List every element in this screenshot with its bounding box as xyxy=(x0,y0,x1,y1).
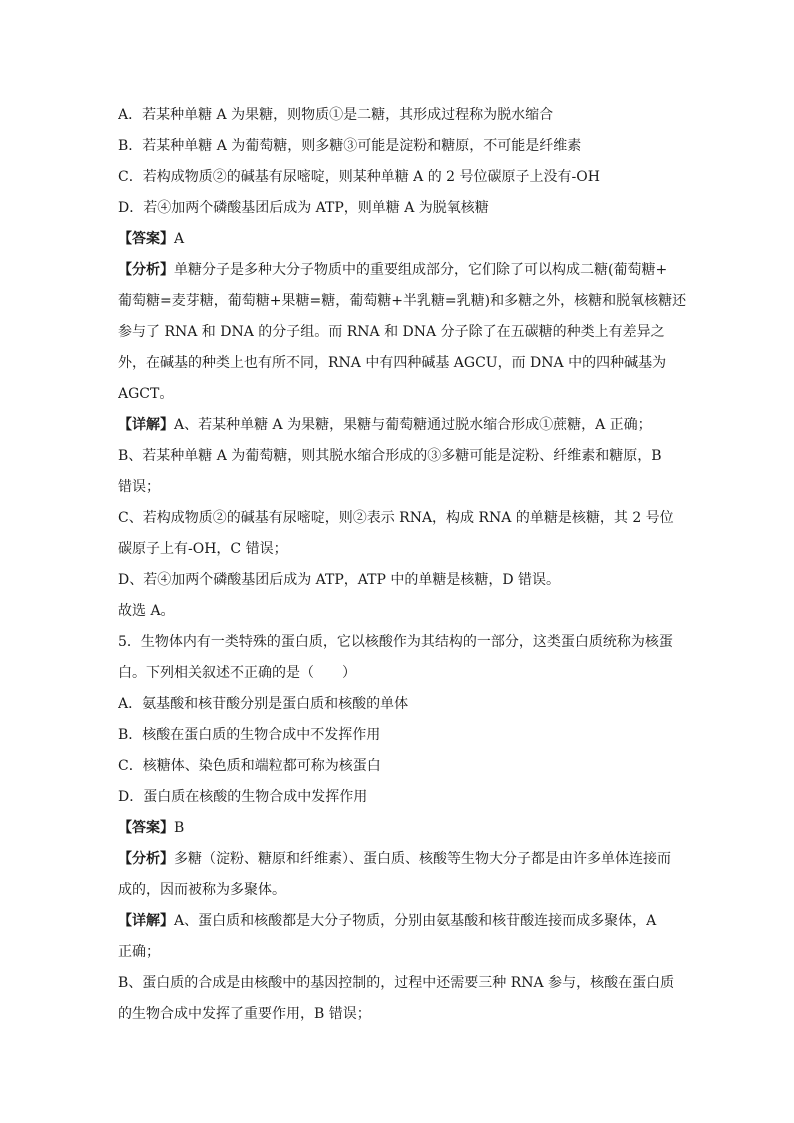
q5-answer-value: B xyxy=(174,820,185,836)
q5-analysis-line-1 xyxy=(118,844,688,875)
q4-detail-text-1: A、若某种单糖 A 为果糖，果糖与葡萄糖通过脱水缩合形成①蔗糖，A 正确； xyxy=(174,417,652,433)
q4-detail-tag: 【详解】 xyxy=(118,417,174,433)
q5-analysis-line-2: 成的，因而被称为多聚体。 xyxy=(118,882,286,898)
q4-detail-line-6: D、若④加两个磷酸基团后成为 ATP，ATP 中的单糖是核糖，D 错误。 xyxy=(118,572,561,588)
q4-answer-tag: 【答案】 xyxy=(118,231,174,247)
q4-answer-line xyxy=(118,224,688,255)
document-page xyxy=(118,100,688,1030)
q4-analysis-line-5: AGCT。 xyxy=(118,386,174,402)
q4-option-b: B．若某种单糖 A 为葡萄糖，则多糖③可能是淀粉和糖原，不可能是纤维素 xyxy=(118,138,582,154)
q5-analysis-text-1: 多糖（淀粉、糖原和纤维素）、蛋白质、核酸等生物大分子都是由许多单体连接而 xyxy=(174,851,671,867)
q5-stem-line-2: 白。下列相关叙述不正确的是（ ） xyxy=(118,665,356,681)
q4-analysis-line-2: 葡萄糖=麦芽糖，葡萄糖+果糖=糖，葡萄糖+半乳糖=乳糖)和多糖之外，核糖和脱氧核糖还 xyxy=(118,293,687,309)
q4-option-a: A．若某种单糖 A 为果糖，则物质①是二糖，其形成过程称为脱水缩合 xyxy=(118,107,554,123)
q5-option-d: D．蛋白质在核酸的生物合成中发挥作用 xyxy=(118,789,368,805)
q5-detail-line-3: B、蛋白质的合成是由核酸中的基因控制的，过程中还需要三种 RNA 参与，核酸在蛋白质 xyxy=(118,975,675,991)
q4-option-d: D．若④加两个磷酸基团后成为 ATP，则单糖 A 为脱氧核糖 xyxy=(118,200,489,216)
q4-analysis-line-4: 外，在碱基的种类上也有所不同，RNA 中有四种碱基 AGCU，而 DNA 中的四种碱基为 xyxy=(118,355,667,371)
q4-analysis-tag: 【分析】 xyxy=(118,262,174,278)
q5-option-c: C．核糖体、染色质和端粒都可称为核蛋白 xyxy=(118,758,381,774)
q4-answer-value: A xyxy=(174,231,185,247)
q4-detail-line-4: C、若构成物质②的碱基有尿嘧啶，则②表示 RNA，构成 RNA 的单糖是核糖，其 2 号位 xyxy=(118,510,674,526)
q5-detail-line-1 xyxy=(118,906,688,937)
q5-answer-tag: 【答案】 xyxy=(118,820,174,836)
q5-answer-line xyxy=(118,813,688,844)
q5-option-a: A．氨基酸和核苷酸分别是蛋白质和核酸的单体 xyxy=(118,696,409,712)
q4-detail-line-3: 错误； xyxy=(118,479,160,495)
q4-detail-line-1 xyxy=(118,410,688,441)
q5-detail-line-2: 正确； xyxy=(118,944,160,960)
q5-stem-line-1: 5．生物体内有一类特殊的蛋白质，它以核酸作为其结构的一部分，这类蛋白质统称为核蛋 xyxy=(118,634,673,650)
q4-analysis-line-3: 参与了 RNA 和 DNA 的分子组。而 RNA 和 DNA 分子除了在五碳糖的种类上有差异之 xyxy=(118,324,665,340)
q5-analysis-tag: 【分析】 xyxy=(118,851,174,867)
q4-detail-line-5: 碳原子上有-OH，C 错误； xyxy=(118,541,288,557)
q5-detail-line-4: 的生物合成中发挥了重要作用，B 错误； xyxy=(118,1006,371,1022)
q4-detail-line-7: 故选 A。 xyxy=(118,603,175,619)
q4-analysis-line-1 xyxy=(118,255,688,286)
q5-option-b: B．核酸在蛋白质的生物合成中不发挥作用 xyxy=(118,727,381,743)
q4-option-c: C．若构成物质②的碱基有尿嘧啶，则某种单糖 A 的 2 号位碳原子上没有-OH xyxy=(118,169,600,185)
q5-detail-tag: 【详解】 xyxy=(118,913,174,929)
q4-analysis-text-1: 单糖分子是多种大分子物质中的重要组成部分，它们除了可以构成二糖(葡萄糖+ xyxy=(174,262,668,278)
q4-detail-line-2: B、若某种单糖 A 为葡萄糖，则其脱水缩合形成的③多糖可能是淀粉、纤维素和糖原，B xyxy=(118,448,662,464)
q5-detail-text-1: A、蛋白质和核酸都是大分子物质，分别由氨基酸和核苷酸连接而成多聚体，A xyxy=(174,913,657,929)
